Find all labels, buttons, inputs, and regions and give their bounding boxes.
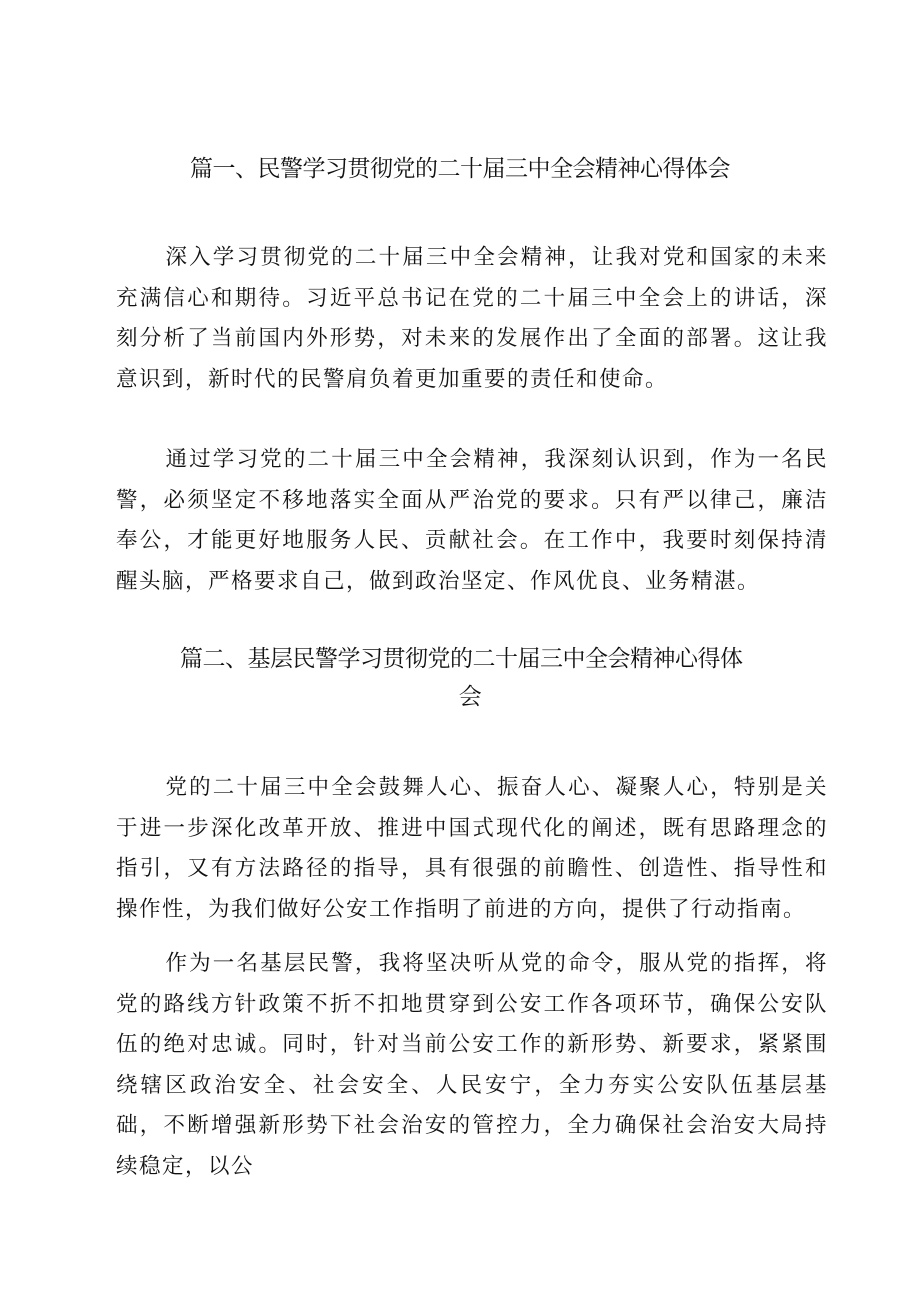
section2-title-line2: 会 [458, 684, 482, 710]
section1-title: 篇一、民警学习贯彻党的二十届三中全会精神心得体会 [190, 156, 730, 182]
section1-paragraph-2: 通过学习党的二十届三中全会精神，我深刻认识到，作为一名民警，必须坚定不移地落实全面从严治党的要求。只有严以律己，廉洁奉公，才能更好地服务人民、贡献社会。在工作中，我要时刻保持清醒头脑，严格要求自己，做到政治坚定、作风优良、业务精湛。 [116, 447, 828, 594]
section2-paragraph-2: 作为一名基层民警，我将坚决听从党的命令，服从党的指挥，将党的路线方针政策不折不扣地贯穿到公安工作各项环节，确保公安队伍的绝对忠诚。同时，针对当前公安工作的新形势、新要求，紧紧围绕辖区政治安全、社会安全、人民安宁，全力夯实公安队伍基层基础，不断增强新形势下社会治安的管控力，全力确保社会治安大局持续稳定，以公 [116, 951, 828, 1179]
section2-title [180, 640, 780, 716]
section2-paragraph-1: 党的二十届三中全会鼓舞人心、振奋人心、凝聚人心，特别是关于进一步深化改革开放、推进中国式现代化的阐述，既有思路理念的指引，又有方法路径的指导，具有很强的前瞻性、创造性、指导性和操作性，为我们做好公安工作指明了前进的方向，提供了行动指南。 [116, 775, 828, 922]
section1-paragraph-1: 深入学习贯彻党的二十届三中全会精神，让我对党和国家的未来充满信心和期待。习近平总书记在党的二十届三中全会上的讲话，深刻分析了当前国内外形势，对未来的发展作出了全面的部署。这让我意识到，新时代的民警肩负着更加重要的责任和使命。 [116, 245, 828, 392]
section2-title-line1: 篇二、基层民警学习贯彻党的二十届三中全会精神心得体 [180, 646, 743, 672]
